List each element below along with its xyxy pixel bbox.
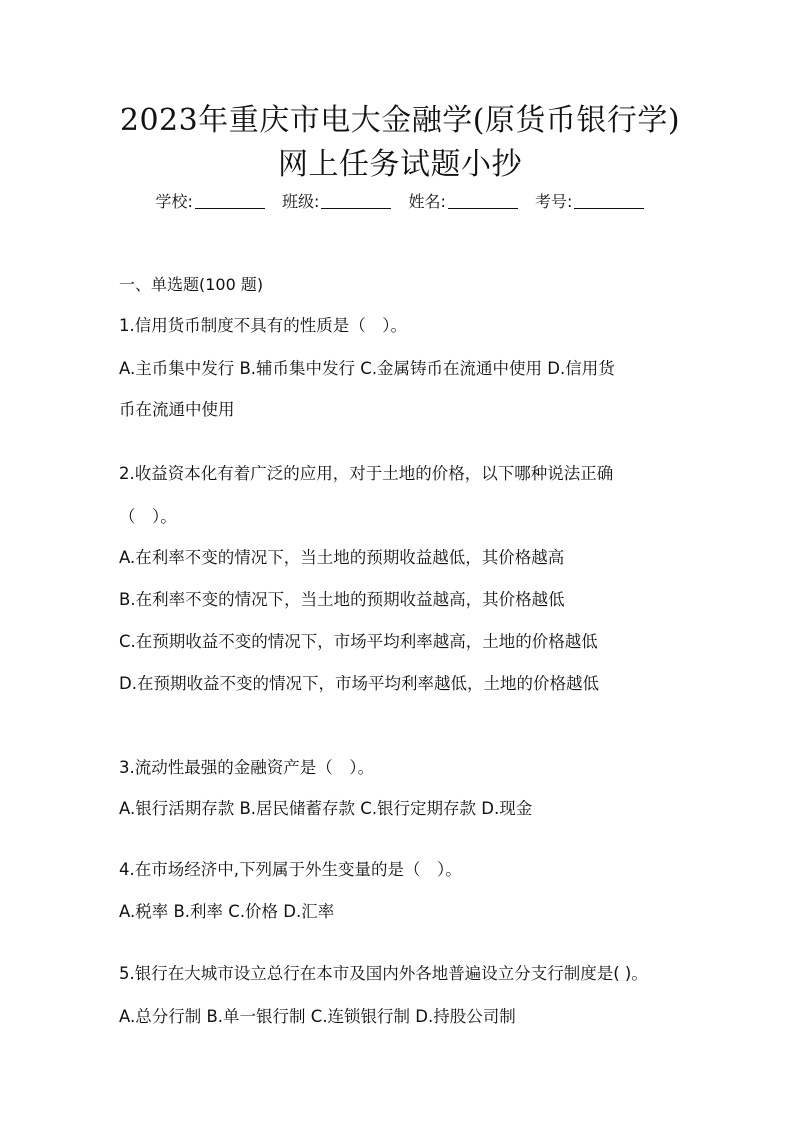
question-2-option-a: A.在利率不变的情况下，当土地的预期收益越低，其价格越高 bbox=[119, 548, 565, 567]
student-info-row bbox=[0, 191, 800, 213]
school-field bbox=[156, 191, 265, 213]
question-2-option-b: B.在利率不变的情况下，当土地的预期收益越高，其价格越低 bbox=[119, 590, 565, 609]
section-heading: 一、单选题(100 题) bbox=[119, 275, 264, 294]
school-label: 学校: bbox=[155, 192, 193, 211]
name-label: 姓名: bbox=[408, 192, 446, 211]
school-blank bbox=[195, 208, 265, 209]
question-4-stem: 4.在市场经济中,下列属于外生变量的是（ ）。 bbox=[119, 860, 462, 879]
exam-number-field bbox=[535, 191, 644, 213]
name-field bbox=[409, 191, 518, 213]
question-4-options: A.税率 B.利率 C.价格 D.汇率 bbox=[119, 902, 335, 921]
question-3-stem: 3.流动性最强的金融资产是（ ）。 bbox=[119, 758, 374, 777]
question-5-stem: 5.银行在大城市设立总行在本市及国内外各地普遍设立分支行制度是( )。 bbox=[119, 964, 648, 983]
question-2-option-d: D.在预期收益不变的情况下，市场平均利率越低，土地的价格越低 bbox=[119, 674, 599, 693]
exam-number-blank bbox=[574, 208, 644, 209]
name-blank bbox=[448, 208, 518, 209]
class-blank bbox=[321, 208, 391, 209]
question-2-stem-cont: （ ）。 bbox=[119, 507, 177, 526]
question-3-options: A.银行活期存款 B.居民储蓄存款 C.银行定期存款 D.现金 bbox=[119, 799, 533, 818]
exam-number-label: 考号: bbox=[535, 192, 573, 211]
question-1-options-cont: 币在流通中使用 bbox=[119, 400, 235, 419]
question-5-options: A.总分行制 B.单一银行制 C.连锁银行制 D.持股公司制 bbox=[119, 1007, 516, 1026]
class-field bbox=[282, 191, 391, 213]
question-1-options: A.主币集中发行 B.辅币集中发行 C.金属铸币在流通中使用 D.信用货 bbox=[119, 359, 615, 378]
document-title-line-1: 2023年重庆市电大金融学(原货币银行学) bbox=[119, 103, 681, 138]
class-label: 班级: bbox=[282, 192, 320, 211]
question-2-option-c: C.在预期收益不变的情况下，市场平均利率越高，土地的价格越低 bbox=[119, 632, 598, 651]
document-title-line-2: 网上任务试题小抄 bbox=[278, 147, 522, 182]
question-1-stem: 1.信用货币制度不具有的性质是（ ）。 bbox=[119, 316, 407, 335]
question-2-stem: 2.收益资本化有着广泛的应用，对于土地的价格，以下哪种说法正确 bbox=[119, 464, 614, 483]
